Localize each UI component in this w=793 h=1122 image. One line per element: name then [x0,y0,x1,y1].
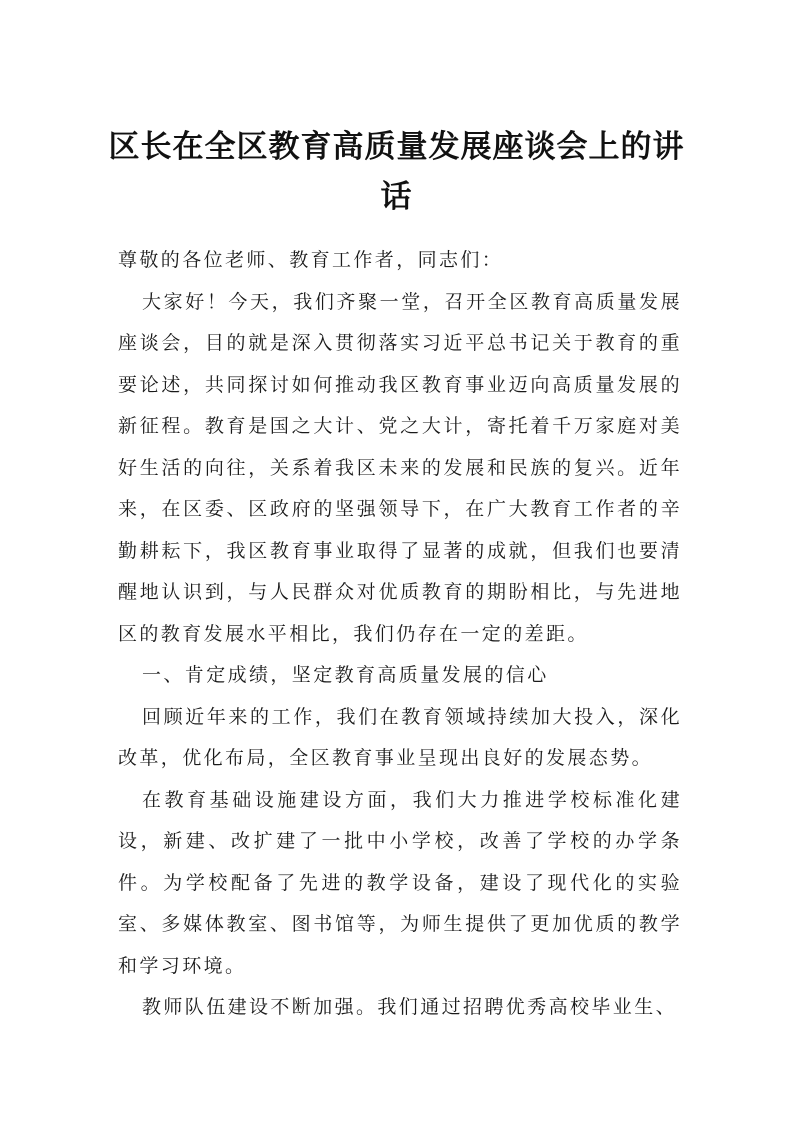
paragraph-infrastructure: 在教育基础设施建设方面，我们大力推进学校标准化建设，新建、改扩建了一批中小学校，改善了学校的办学条件。为学校配备了先进的教学设备，建设了现代化的实验室、多媒体教室、图书馆等，为师生提供了更加优质的教学和学习环境。 [118,788,682,977]
salutation: 尊敬的各位老师、教育工作者，同志们： [118,249,504,271]
section-heading-1: 一、肯定成绩，坚定教育高质量发展的信心 [142,664,549,686]
document-title: 区长在全区教育高质量发展座谈会上的讲话 [108,129,685,215]
document-body [118,240,682,1029]
paragraph-opening: 大家好！今天，我们齐聚一堂，召开全区教育高质量发展座谈会，目的就是深入贯彻落实习近平总书记关于教育的重要论述，共同探讨如何推动我区教育事业迈向高质量发展的新征程。教育是国之大计、党之大计，寄托着千万家庭对美好生活的向往，关系着我区未来的发展和民族的复兴。近年来，在区委、区政府的坚强领导下，在广大教育工作者的辛勤耕耘下，我区教育事业取得了显著的成就，但我们也要清醒地认识到，与人民群众对优质教育的期盼相比，与先进地区的教育发展水平相比，我们仍存在一定的差距。 [118,290,682,645]
paragraph-teachers: 教师队伍建设不断加强。我们通过招聘优秀高校毕业生、 [142,996,678,1018]
paragraph-review: 回顾近年来的工作，我们在教育领域持续加大投入，深化改革，优化布局，全区教育事业呈现出良好的发展态势。 [118,705,682,769]
